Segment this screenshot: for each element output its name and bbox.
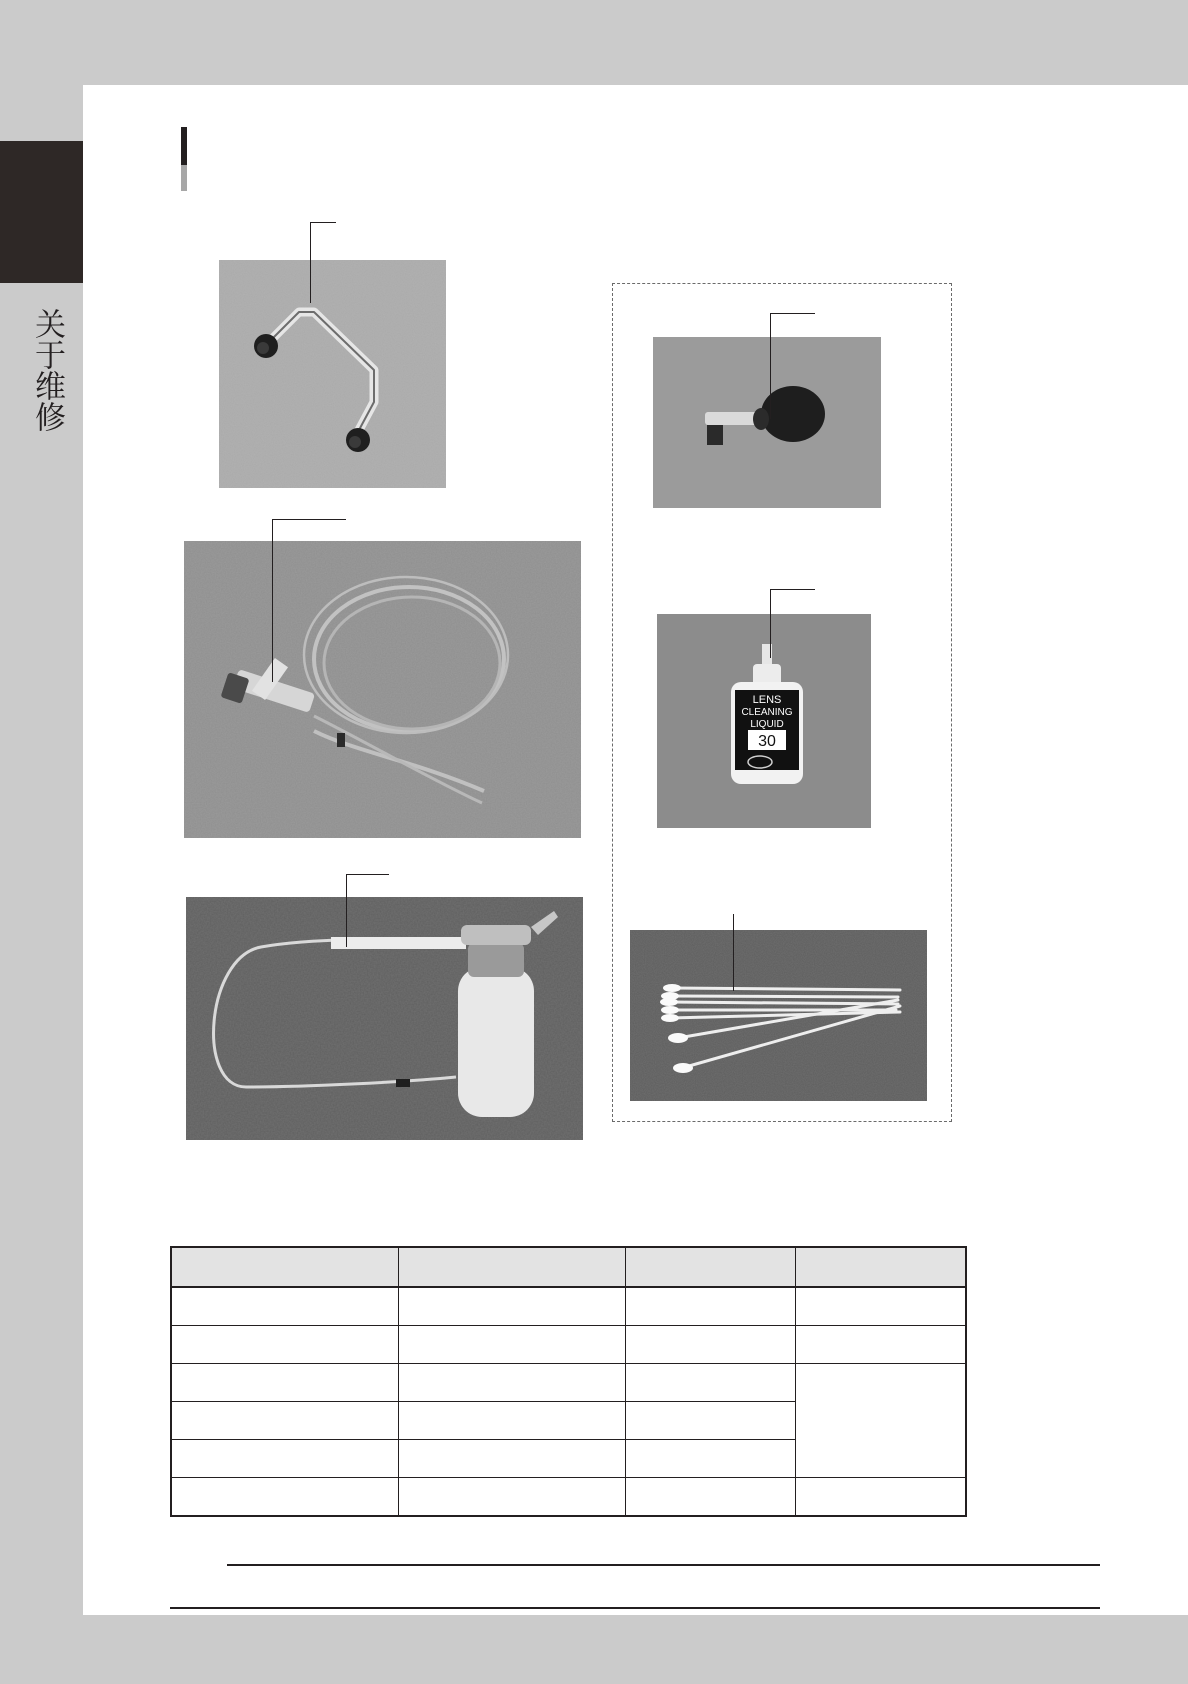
- table-cell-merged: [795, 1364, 966, 1478]
- table-cell: [171, 1287, 398, 1326]
- table-cell: [625, 1326, 795, 1364]
- column-header: [625, 1247, 795, 1287]
- table-cell: [795, 1287, 966, 1326]
- table-cell: [398, 1440, 625, 1478]
- note-divider: [227, 1564, 1100, 1566]
- table-cell: [171, 1364, 398, 1402]
- table-cell: [398, 1287, 625, 1326]
- liquid-leader: [770, 589, 815, 658]
- bottle-label-line3: LIQUID: [750, 719, 784, 730]
- table-cell: [398, 1402, 625, 1440]
- column-header: [398, 1247, 625, 1287]
- bottle-label-line2: CLEANING: [741, 707, 793, 718]
- table-cell: [795, 1478, 966, 1517]
- table-cell: [171, 1478, 398, 1517]
- table-cell: [398, 1478, 625, 1517]
- chapter-label: 关于维修: [29, 308, 65, 432]
- bottle-label-line1: LENS: [752, 694, 782, 706]
- table-cell: [625, 1364, 795, 1402]
- table-cell: [398, 1364, 625, 1402]
- table-cell: [795, 1326, 966, 1364]
- cotton-swabs-photo: [630, 930, 927, 1101]
- table-cell: [398, 1326, 625, 1364]
- table-cell: [625, 1402, 795, 1440]
- column-header: [171, 1247, 398, 1287]
- bottle-tube-leader: [346, 874, 389, 947]
- table-cell: [625, 1440, 795, 1478]
- table-header-row: [171, 1247, 966, 1287]
- hose-coil-photo: [184, 541, 581, 838]
- parts-table: [170, 1246, 967, 1517]
- column-header: [795, 1247, 966, 1287]
- bottle-label-volume: 30: [758, 733, 776, 750]
- table-row: [171, 1478, 966, 1517]
- hose-leader: [272, 519, 346, 682]
- table-row: [171, 1364, 966, 1402]
- lens-cleaning-liquid-photo: [657, 614, 871, 828]
- table-row: [171, 1326, 966, 1364]
- swabs-leader: [733, 914, 735, 991]
- footer-divider: [170, 1607, 1100, 1609]
- blower-brush-photo: [653, 337, 881, 508]
- table-cell: [171, 1402, 398, 1440]
- table-cell: [171, 1326, 398, 1364]
- bracket-leader: [310, 222, 336, 303]
- section-title-marker: [181, 127, 187, 191]
- table-cell: [625, 1478, 795, 1517]
- table-row: [171, 1287, 966, 1326]
- chapter-tab[interactable]: [0, 141, 83, 283]
- blower-leader: [770, 313, 815, 419]
- table-cell: [625, 1287, 795, 1326]
- table-cell: [171, 1440, 398, 1478]
